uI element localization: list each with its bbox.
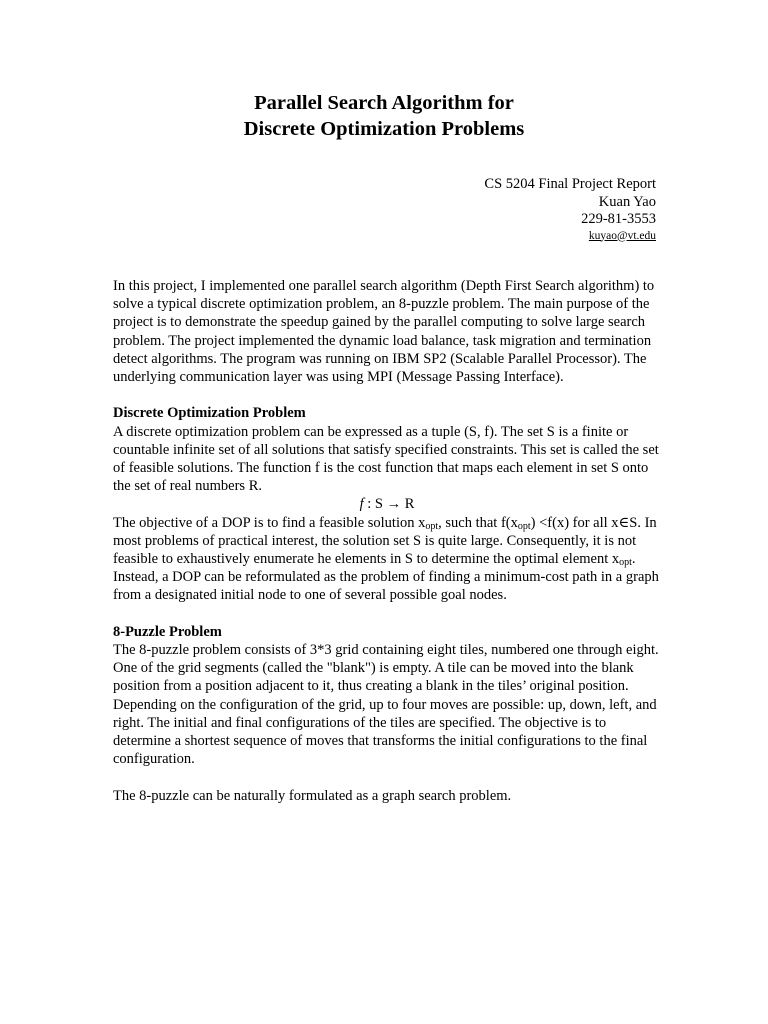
dop-paragraph-1: A discrete optimization problem can be expressed as a tuple (S, f). The set S is a finite or countable infinite set of all solutions that satisfy specified constraints. This set is called the set of feasible solutions. The function f is the cost function that maps each element in set S onto the set of real numbers R. — [113, 423, 659, 495]
section-heading-dop: Discrete Optimization Problem — [113, 405, 306, 422]
title-line-1: Parallel Search Algorithm for — [254, 92, 514, 114]
formula-mapping: : S → R — [363, 496, 415, 513]
cost-function-formula — [113, 495, 661, 513]
title-line-2: Discrete Optimization Problems — [243, 118, 525, 140]
document-title — [0, 90, 768, 142]
document-body — [113, 277, 661, 805]
student-id: 229-81-3553 — [581, 211, 656, 227]
author-email-link[interactable]: kuyao@vt.edu — [588, 229, 656, 242]
formula-f: f — [359, 496, 364, 513]
course-label: CS 5204 Final Project Report — [484, 176, 656, 192]
puzzle-paragraph-2: The 8-puzzle can be naturally formulated as a graph search problem. — [113, 787, 512, 804]
author-name: Kuan Yao — [598, 193, 656, 210]
dop-paragraph-2: The objective of a DOP is to find a feasible solution $x_{opt}$, such that $f(x_{opt}) <f(x)$ for all x∈S. In most problems of practical interest, the solution set S is quite large. Consequently, it is not feasible to exhaustively enumerate he elements in S to determine the optimal element $x_{opt}$. Instead, a DOP can be reformulated as the problem of finding a minimum-cost path in a graph from a designated initial node to one of several possible goal nodes. — [113, 514, 659, 604]
intro-paragraph: In this project, I implemented one parallel search algorithm (Depth First Search algorithm) to solve a typical discrete optimization problem, an 8-puzzle problem. The main purpose of the project is to demonstrate the speedup gained by the parallel computing to solve large search problem. The project implemented the dynamic load balance, task migration and termination detect algorithms. The program was running on IBM SP2 (Scalable Parallel Processor). The underlying communication layer was using MPI (Message Passing Interface). — [113, 278, 655, 386]
author-block — [484, 176, 656, 244]
section-heading-8-puzzle: 8-Puzzle Problem — [113, 623, 222, 640]
puzzle-paragraph-1: The 8-puzzle problem consists of 3*3 grid containing eight tiles, numbered one through eight. One of the grid segments (called the "blank") is empty. A tile can be moved into the blank position from a position adjacent to it, thus creating a blank in the tiles’ original position. Depending on the configuration of the grid, up to four moves are possible: up, down, left, and right. The initial and final configurations of the tiles are specified. The objective is to determine a shortest sequence of moves that transforms the initial configurations to the final configuration. — [113, 642, 659, 768]
